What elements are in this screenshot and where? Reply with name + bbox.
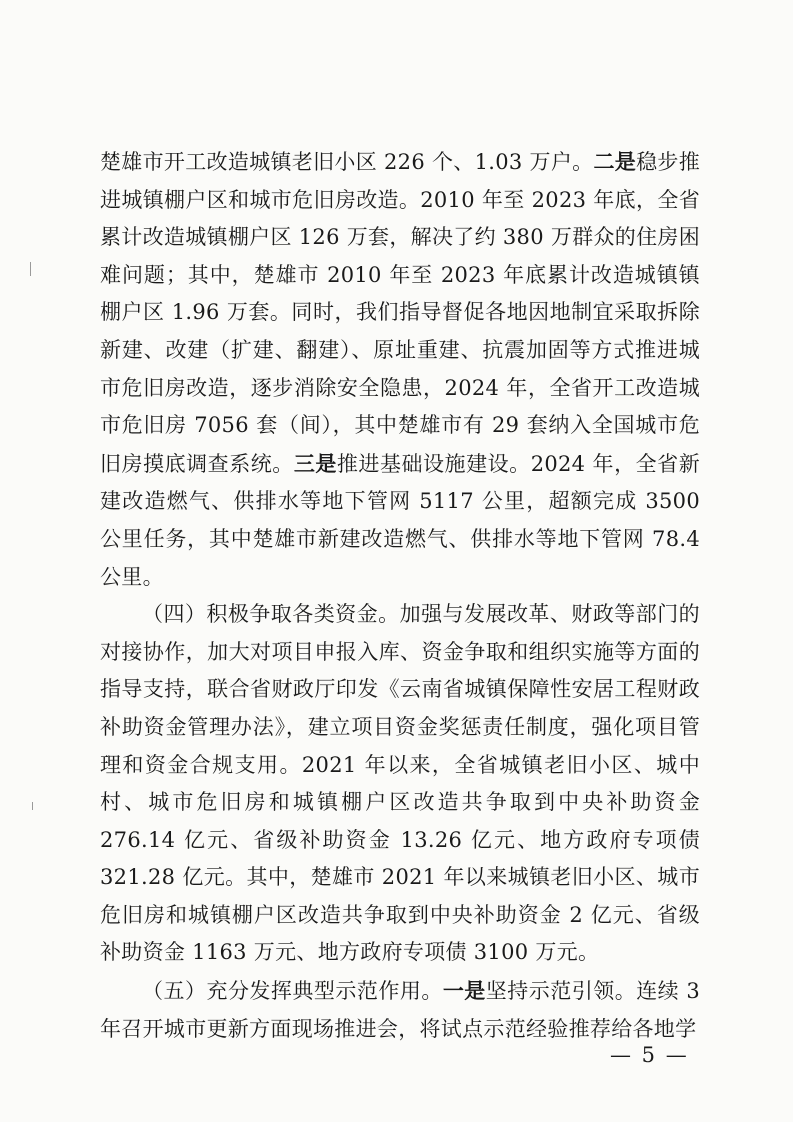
text-run: 稳步推进城镇棚户区和城市危旧房改造。2010 年至 2023 年底，全省累计改造城镇棚户区 126 万套，解决了约 380 万群众的住房困难问题；其中，楚雄市 2010 年至 2023 年底累计改造城镇镇棚户区 1.96 万套。同时，我们指导督促各地因地制宜采取拆除新建、改建（扩建、翻建）、原址重建、抗震加固等方式推进城市危旧房改造，逐步消除安全隐患，2024 年，全省开工改造城市危旧房 7056 套（间），其中楚雄市有 29 套纳入全国城市危旧房摸底调查系统。 [100,150,700,476]
text-run: 推进基础设施建设。2024 年，全省新建改造燃气、供排水等地下管网 5117 公里，超额完成 3500 公里任务，其中楚雄市新建改造燃气、供排水等地下管网 78.4 公里。 [100,451,700,589]
paragraph [100,972,700,1048]
scan-margin-mark [32,802,33,810]
page-number: — 5 — [610,1043,689,1067]
text-run: （五）充分发挥典型示范作用。 [142,979,443,1004]
paragraph [100,596,700,972]
body-text [100,143,700,1048]
bold-lead-phrase: 三是 [293,450,337,476]
paragraph [100,143,700,596]
text-run: 楚雄市开工改造城镇老旧小区 226 个、1.03 万户。 [100,150,594,174]
text-run: （四）积极争取各类资金。加强与发展改革、财政等部门的对接协作，加大对项目申报入库、资金争取和组织实施等方面的指导支持，联合省财政厅印发《云南省城镇保障性安居工程财政补助资金管理办法》，建立项目资金奖惩责任制度，强化项目管理和资金合规支用。2021 年以来，全省城镇老旧小区、城中村、城市危旧房和城镇棚户区改造共争取到中央补助资金 276.14 亿元、省级补助资金 13.26 亿元、地方政府专项债 321.28 亿元。其中，楚雄市 2021 年以来城镇老旧小区、城市危旧房和城镇棚户区改造共争取到中央补助资金 2 亿元、省级补助资金 1163 万元、地方政府专项债 3100 万元。 [100,602,700,965]
bold-lead-phrase: 一是 [442,978,486,1004]
text-run: 坚持示范引领。连续 3 年召开城市更新方面现场推进会，将试点示范经验推荐给各地学 [100,979,700,1041]
bold-lead-phrase: 二是 [593,149,637,174]
scan-margin-mark [30,262,31,276]
